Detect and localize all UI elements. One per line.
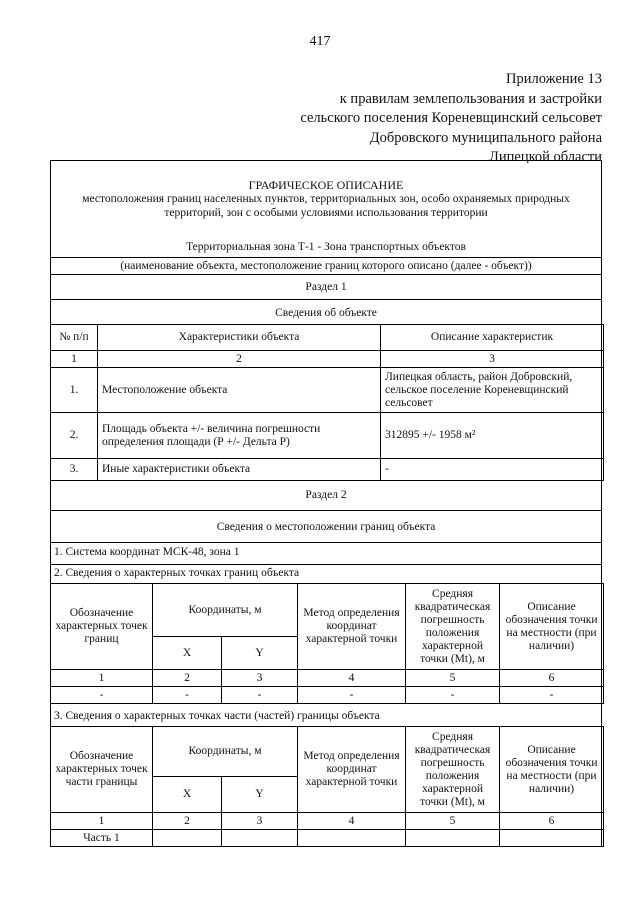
col-header: № п/п [51,325,98,351]
page-number: 417 [309,34,331,49]
points-heading: 2. Сведения о характерных точках границ объекта [54,567,300,579]
part-label: Часть 1 [51,830,153,847]
index-cell: 3 [222,670,298,687]
appendix-line: сельского поселения Кореневщинский сельсовет [300,110,602,126]
characteristic-cell: Местоположение объекта [98,368,381,413]
table-header-row [51,584,604,637]
appendix-line: Добровского муниципального района [369,129,602,146]
table-cell [406,830,500,847]
divider [51,564,601,565]
col-header: Метод определения координат характерной точки [298,727,406,813]
table-cell [298,830,406,847]
zone-name: Территориальная зона Т-1 - Зона транспортных объектов [186,241,466,253]
appendix-title: Приложение 13 [506,71,602,87]
appendix-line: к правилам землепользования и застройки [339,90,602,107]
divider [51,542,601,543]
index-cell: 5 [406,670,500,687]
zone-note: (наименование объекта, местоположение границ которого описано (далее - объект)) [120,260,532,272]
table-row [51,830,604,847]
object-info-table [50,324,604,481]
index-cell: 5 [406,813,500,830]
table-cell: - [500,687,604,704]
col-header: Обозначение характерных точек границ [51,584,153,670]
section1-subtitle: Сведения об объекте [275,307,377,319]
divider [51,257,601,258]
table-cell [222,830,298,847]
description-cell: Липецкая область, район Добровский, сельское поселение Кореневщинский сельсовет [381,368,604,413]
index-cell: 3 [222,813,298,830]
table-row [51,368,604,413]
col-header: X [153,777,222,813]
section2-title: Раздел 2 [305,489,347,501]
table-cell: - [153,687,222,704]
col-header: Описание обозначения точки на местности (при наличии) [500,727,604,813]
col-header: Координаты, м [153,727,298,777]
description-cell: 312895 +/- 1958 м² [381,413,604,459]
table-cell: - [406,687,500,704]
col-header: Средняя квадратическая погрешность положения характерной точки (Mt), м [406,584,500,670]
boundary-points-table [50,583,604,704]
index-row [51,670,604,687]
table-cell: - [51,687,153,704]
index-cell: 4 [298,813,406,830]
index-cell: 2 [153,670,222,687]
col-header: Обозначение характерных точек части границы [51,727,153,813]
index-cell: 1 [51,670,153,687]
section2-subtitle: Сведения о местоположении границ объекта [216,521,436,533]
doc-subtitle: территорий, зон с особыми условиями использования территории [164,207,488,219]
doc-subtitle: местоположения границ населенных пунктов, территориальных зон, особо охраняемых природных [82,193,570,205]
table-cell: - [298,687,406,704]
table-cell [500,830,604,847]
index-cell: 3 [381,351,604,368]
index-row [51,351,604,368]
document-frame [50,160,602,846]
table-header-row [51,325,604,351]
col-header: X [153,637,222,670]
description-cell: - [381,459,604,481]
index-cell: 2 [153,813,222,830]
col-header: Описание обозначения точки на местности (при наличии) [500,584,604,670]
col-header: Средняя квадратическая погрешность положения характерной точки (Mt), м [406,727,500,813]
appendix-line: Липецкой области [489,149,602,165]
appendix-header [300,70,602,168]
table-cell [153,830,222,847]
index-cell: 4 [298,670,406,687]
characteristic-cell: Иные характеристики объекта [98,459,381,481]
col-header: Координаты, м [153,584,298,637]
index-cell: 1 [51,813,153,830]
divider [51,510,601,511]
index-cell: 2 [98,351,381,368]
divider [51,299,601,300]
row-number: 1. [51,368,98,413]
table-row [51,459,604,481]
row-number: 3. [51,459,98,481]
col-header: Y [222,777,298,813]
row-number: 2. [51,413,98,459]
part-points-heading: 3. Сведения о характерных точках части (частей) границы объекта [54,710,380,722]
col-header: Характеристики объекта [98,325,381,351]
col-header: Метод определения координат характерной точки [298,584,406,670]
table-row [51,687,604,704]
index-cell: 1 [51,351,98,368]
coordinate-system: 1. Система координат МСК-48, зона 1 [54,546,240,558]
characteristic-cell: Площадь объекта +/- величина погрешности определения площади (Р +/- Дельта Р) [98,413,381,459]
section1-title: Раздел 1 [305,281,347,293]
divider [51,274,601,275]
col-header: Y [222,637,298,670]
part-boundary-points-table [50,726,604,847]
col-header: Описание характеристик [381,325,604,351]
index-cell: 6 [500,670,604,687]
table-header-row [51,727,604,777]
table-row [51,413,604,459]
index-row [51,813,604,830]
table-cell: - [222,687,298,704]
doc-title: ГРАФИЧЕСКОЕ ОПИСАНИЕ [248,178,404,192]
index-cell: 6 [500,813,604,830]
